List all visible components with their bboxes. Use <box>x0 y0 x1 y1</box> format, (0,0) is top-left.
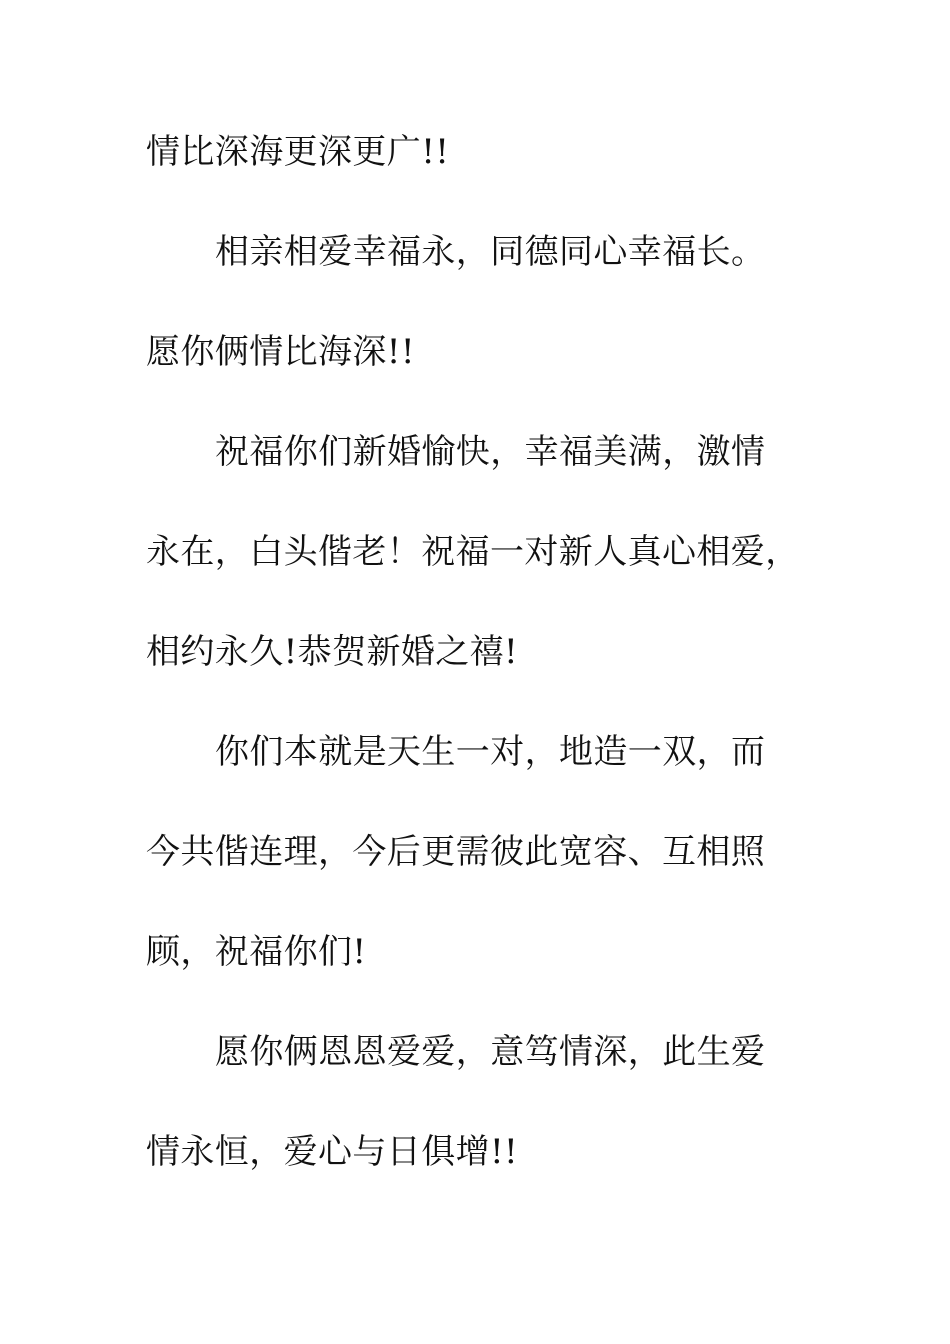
text-line: 相约永久!恭贺新婚之禧! <box>146 632 519 672</box>
paragraph-start-line: 相亲相爱幸福永，同德同心幸福长。 <box>215 232 766 272</box>
paragraph-start-line: 你们本就是天生一对，地造一双，而 <box>215 732 766 772</box>
paragraph-start-line: 愿你俩恩恩爱爱，意笃情深，此生爱 <box>215 1032 766 1072</box>
text-line: 今共偕连理，今后更需彼此宽容、互相照 <box>146 832 766 872</box>
text-line: 情永恒，爱心与日俱增!! <box>146 1132 519 1172</box>
text-line: 顾，祝福你们! <box>146 932 367 972</box>
paragraph-start-line: 祝福你们新婚愉快，幸福美满，激情 <box>215 432 766 472</box>
text-line: 情比深海更深更广!! <box>146 132 450 172</box>
text-line: 愿你俩情比海深!! <box>146 332 415 372</box>
text-line: 永在，白头偕老！祝福一对新人真心相爱， <box>146 532 800 572</box>
